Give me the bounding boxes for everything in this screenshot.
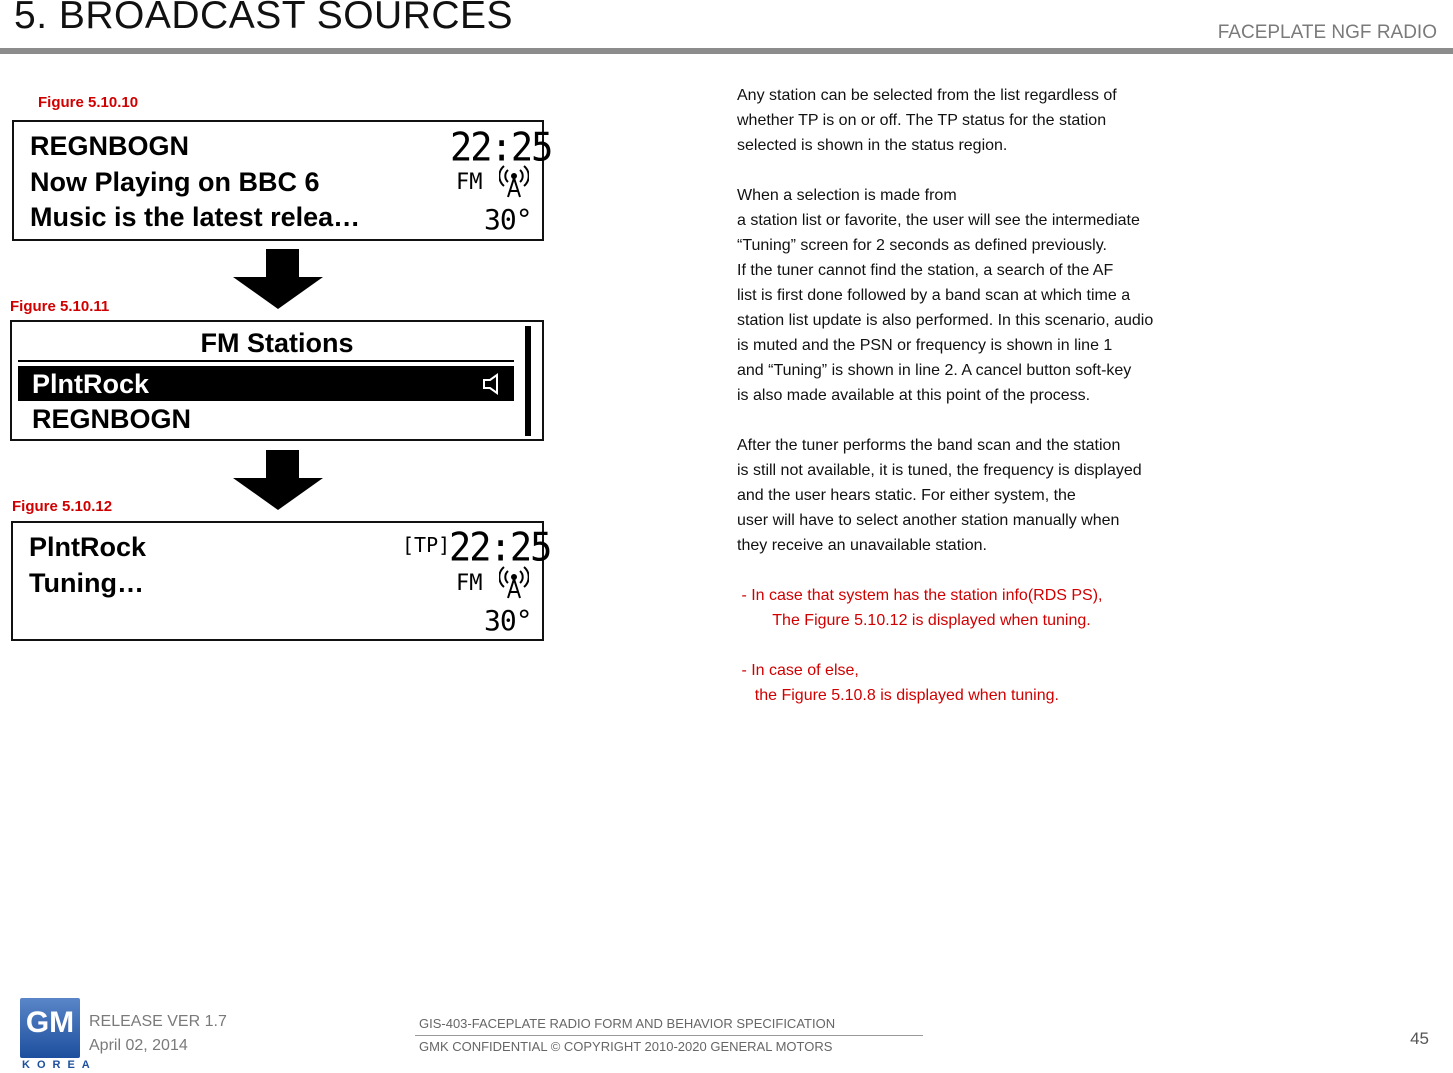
text-line: whether TP is on or off. The TP status for the station <box>737 112 1107 129</box>
body-text <box>737 83 1297 708</box>
list-item-selected[interactable] <box>18 366 514 401</box>
text-line: If the tuner cannot find the station, a search of the AF <box>737 262 1114 279</box>
page-number: 45 <box>1410 1029 1429 1048</box>
gm-logo <box>20 998 80 1058</box>
lcd-screen-tuning <box>11 521 551 641</box>
doc-id: GIS-403-FACEPLATE RADIO FORM AND BEHAVIOR SPECIFICATION <box>419 1016 836 1031</box>
temperature: 30° <box>484 203 532 236</box>
speaker-icon <box>482 373 506 395</box>
lcd-screen-now-playing <box>12 120 552 241</box>
confidential-notice: GMK CONFIDENTIAL © COPYRIGHT 2010-2020 GENERAL MOTORS <box>419 1039 833 1054</box>
text-line: and the user hears static. For either system, the <box>737 487 1076 504</box>
text-line: is also made available at this point of the process. <box>737 387 1091 404</box>
footer-divider <box>415 1035 923 1036</box>
text-line: is muted and the PSN or frequency is shown in line 1 <box>737 337 1113 354</box>
down-arrow-icon <box>233 450 323 510</box>
clock: 22:25 <box>450 124 552 171</box>
band-label: FM <box>456 571 483 596</box>
note-line: - In case that system has the station info(RDS PS), <box>737 587 1103 604</box>
antenna-icon <box>499 164 529 198</box>
clock: 22:25 <box>449 524 551 571</box>
figure-label: Figure 5.10.12 <box>12 498 113 515</box>
release-date: April 02, 2014 <box>89 1037 188 1054</box>
lcd-screen-station-list <box>10 320 544 441</box>
band-label: FM <box>456 170 483 195</box>
down-arrow-icon <box>233 249 323 309</box>
text-line: a station list or favorite, the user will see the intermediate <box>737 212 1140 229</box>
tp-indicator: [TP] <box>402 533 451 557</box>
text-line: “Tuning” screen for 2 seconds as defined previously. <box>737 237 1107 254</box>
note-line: the Figure 5.10.8 is displayed when tuning. <box>737 687 1059 704</box>
text-line: station list update is also performed. In this scenario, audio <box>737 312 1154 329</box>
text-line: is still not available, it is tuned, the frequency is displayed <box>737 462 1142 479</box>
release-version: RELEASE VER 1.7 <box>89 1013 227 1030</box>
gm-logo-text: GM <box>25 1006 75 1039</box>
gm-logo-subtitle: KOREA <box>22 1059 97 1071</box>
temperature: 30° <box>484 604 532 637</box>
page-title: 5. BROADCAST SOURCES <box>14 0 514 37</box>
lcd-line-2: Now Playing on BBC 6 <box>30 167 320 197</box>
title-divider <box>18 360 514 362</box>
figure-label: Figure 5.10.11 <box>10 298 110 315</box>
antenna-icon <box>499 565 529 599</box>
list-title: FM Stations <box>200 328 354 358</box>
lcd-line-3: Music is the latest relea… <box>30 202 361 232</box>
header-subtitle: FACEPLATE NGF RADIO <box>1217 22 1437 43</box>
figure-label: Figure 5.10.10 <box>38 94 139 111</box>
text-line: After the tuner performs the band scan and the station <box>737 437 1121 454</box>
text-line: and “Tuning” is shown in line 2. A cancel button soft-key <box>737 362 1132 379</box>
header-rule <box>0 48 1453 54</box>
list-item[interactable]: REGNBOGN <box>32 404 192 434</box>
lcd-line-1: REGNBOGN <box>30 131 190 161</box>
text-line: they receive an unavailable station. <box>737 537 987 554</box>
lcd-line-1: PlntRock <box>29 532 147 562</box>
scrollbar[interactable] <box>525 326 531 436</box>
text-line: Any station can be selected from the list regardless of <box>737 87 1117 104</box>
text-line: selected is shown in the status region. <box>737 137 1008 154</box>
list-item-label: PlntRock <box>32 369 150 399</box>
text-line: list is first done followed by a band scan at which time a <box>737 287 1131 304</box>
text-line: When a selection is made from <box>737 187 957 204</box>
lcd-line-2: Tuning… <box>29 568 144 598</box>
note-line: - In case of else, <box>737 662 859 679</box>
note-line: The Figure 5.10.12 is displayed when tuning. <box>737 612 1091 629</box>
text-line: user will have to select another station manually when <box>737 512 1120 529</box>
